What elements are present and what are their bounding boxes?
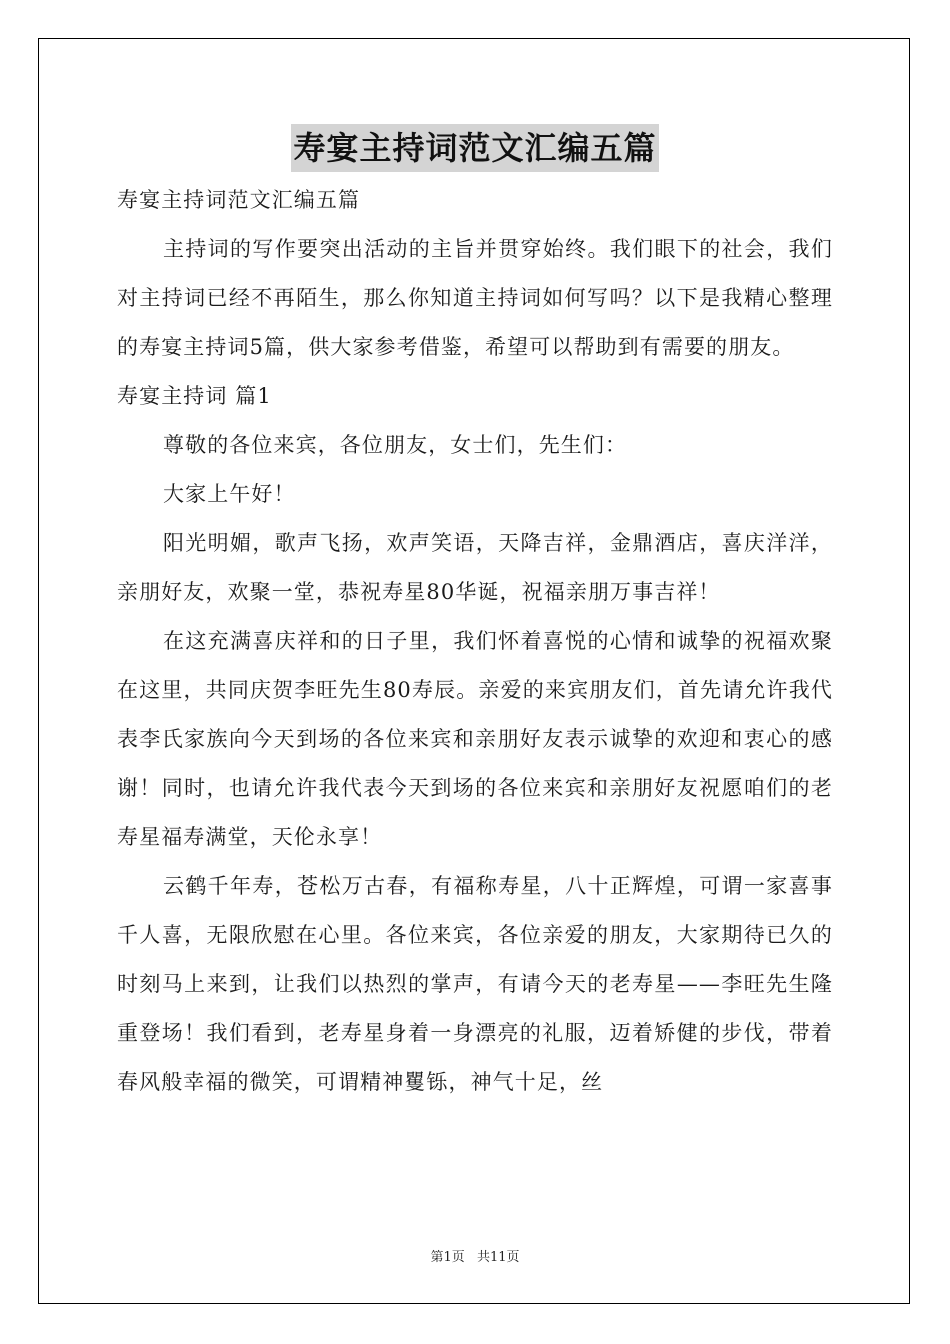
- paragraph-celebration: 在这充满喜庆祥和的日子里，我们怀着喜悦的心情和诚挚的祝福欢聚在这里，共同庆贺李旺先生80寿辰。亲爱的来宾朋友们，首先请允许我代表李氏家族向今天到场的各位来宾和亲朋好友表示诚挚的欢迎和衷心的感谢！同时，也请允许我代表今天到场的各位来宾和亲朋好友祝愿咱们的老寿星福寿满堂，天伦永享！: [117, 629, 833, 849]
- paragraph-greeting: 尊敬的各位来宾，各位朋友，女士们，先生们：: [163, 433, 628, 457]
- page-footer: [0, 1246, 950, 1265]
- document-title: 寿宴主持词范文汇编五篇: [291, 124, 658, 172]
- paragraph-subtitle: 寿宴主持词范文汇编五篇: [117, 188, 361, 212]
- document-body: [117, 176, 833, 1107]
- paragraph-intro: 主持词的写作要突出活动的主旨并贯穿始终。我们眼下的社会，我们对主持词已经不再陌生，那么你知道主持词如何写吗？以下是我精心整理的寿宴主持词5篇，供大家参考借鉴，希望可以帮助到有需要的朋友。: [117, 237, 833, 359]
- page-number: 第1页: [430, 1250, 465, 1265]
- paragraph-sunshine: 阳光明媚，歌声飞扬，欢声笑语，天降吉祥，金鼎酒店，喜庆洋洋，亲朋好友，欢聚一堂，恭祝寿星80华诞，祝福亲朋万事吉祥！: [117, 531, 833, 604]
- title-container: [0, 124, 950, 172]
- section-heading: 寿宴主持词 篇1: [117, 384, 272, 408]
- page-total: 共11页: [476, 1250, 520, 1265]
- paragraph-good-morning: 大家上午好！: [163, 482, 296, 506]
- paragraph-crane: 云鹤千年寿，苍松万古春，有福称寿星，八十正辉煌，可谓一家喜事千人喜，无限欣慰在心里。各位来宾，各位亲爱的朋友，大家期待已久的时刻马上来到，让我们以热烈的掌声，有请今天的老寿星——李旺先生隆重登场！我们看到，老寿星身着一身漂亮的礼服，迈着矫健的步伐，带着春风般幸福的微笑，可谓精神矍铄，神气十足，丝: [117, 874, 833, 1094]
